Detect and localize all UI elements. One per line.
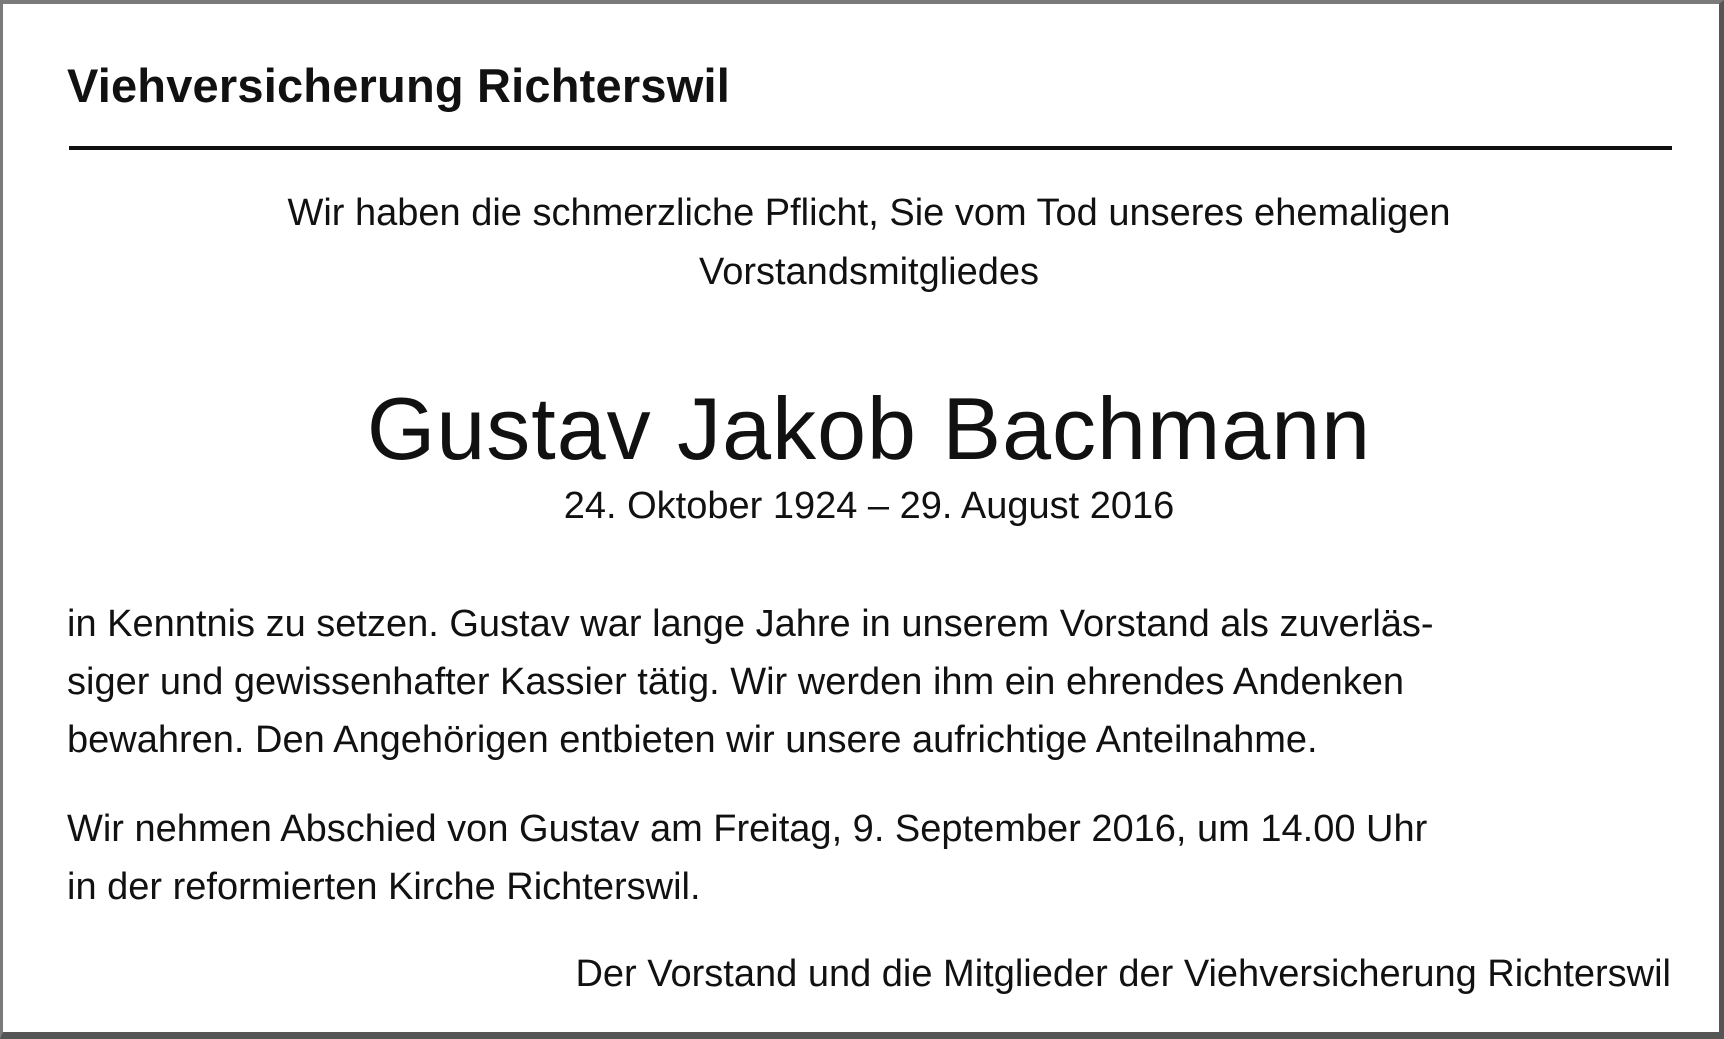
life-dates: 24. Oktober 1924 – 29. August 2016 <box>563 485 1175 527</box>
paragraph-line: Wir nehmen Abschied von Gustav am Freitag, 9. September 2016, um 14.00 Uhr <box>67 808 1428 850</box>
intro-text <box>67 184 1671 302</box>
farewell-paragraph <box>67 800 1671 916</box>
signature-line: Der Vorstand und die Mitglieder der Viehversicherung Richterswil <box>575 953 1671 995</box>
paragraph-line: bewahren. Den Angehörigen entbieten wir unsere aufrichtige Anteilnahme. <box>67 719 1318 761</box>
tribute-paragraph <box>67 595 1671 769</box>
deceased-name: Gustav Jakob Bachmann <box>366 379 1372 478</box>
notice-content <box>67 4 1671 1032</box>
intro-line: Vorstandsmitgliedes <box>698 251 1040 293</box>
header-divider <box>69 146 1672 150</box>
intro-line: Wir haben die schmerzliche Pflicht, Sie vom Tod unseres ehemaligen <box>287 192 1451 234</box>
paragraph-line: siger und gewissenhafter Kassier tätig. Wir werden ihm ein ehrendes Andenken <box>67 661 1405 703</box>
paragraph-line: in Kenntnis zu setzen. Gustav war lange Jahre in unserem Vorstand als zuverläs- <box>67 603 1434 645</box>
paragraph-line: in der reformierten Kirche Richterswil. <box>67 866 701 908</box>
organization-title: Viehversicherung Richterswil <box>67 59 730 112</box>
